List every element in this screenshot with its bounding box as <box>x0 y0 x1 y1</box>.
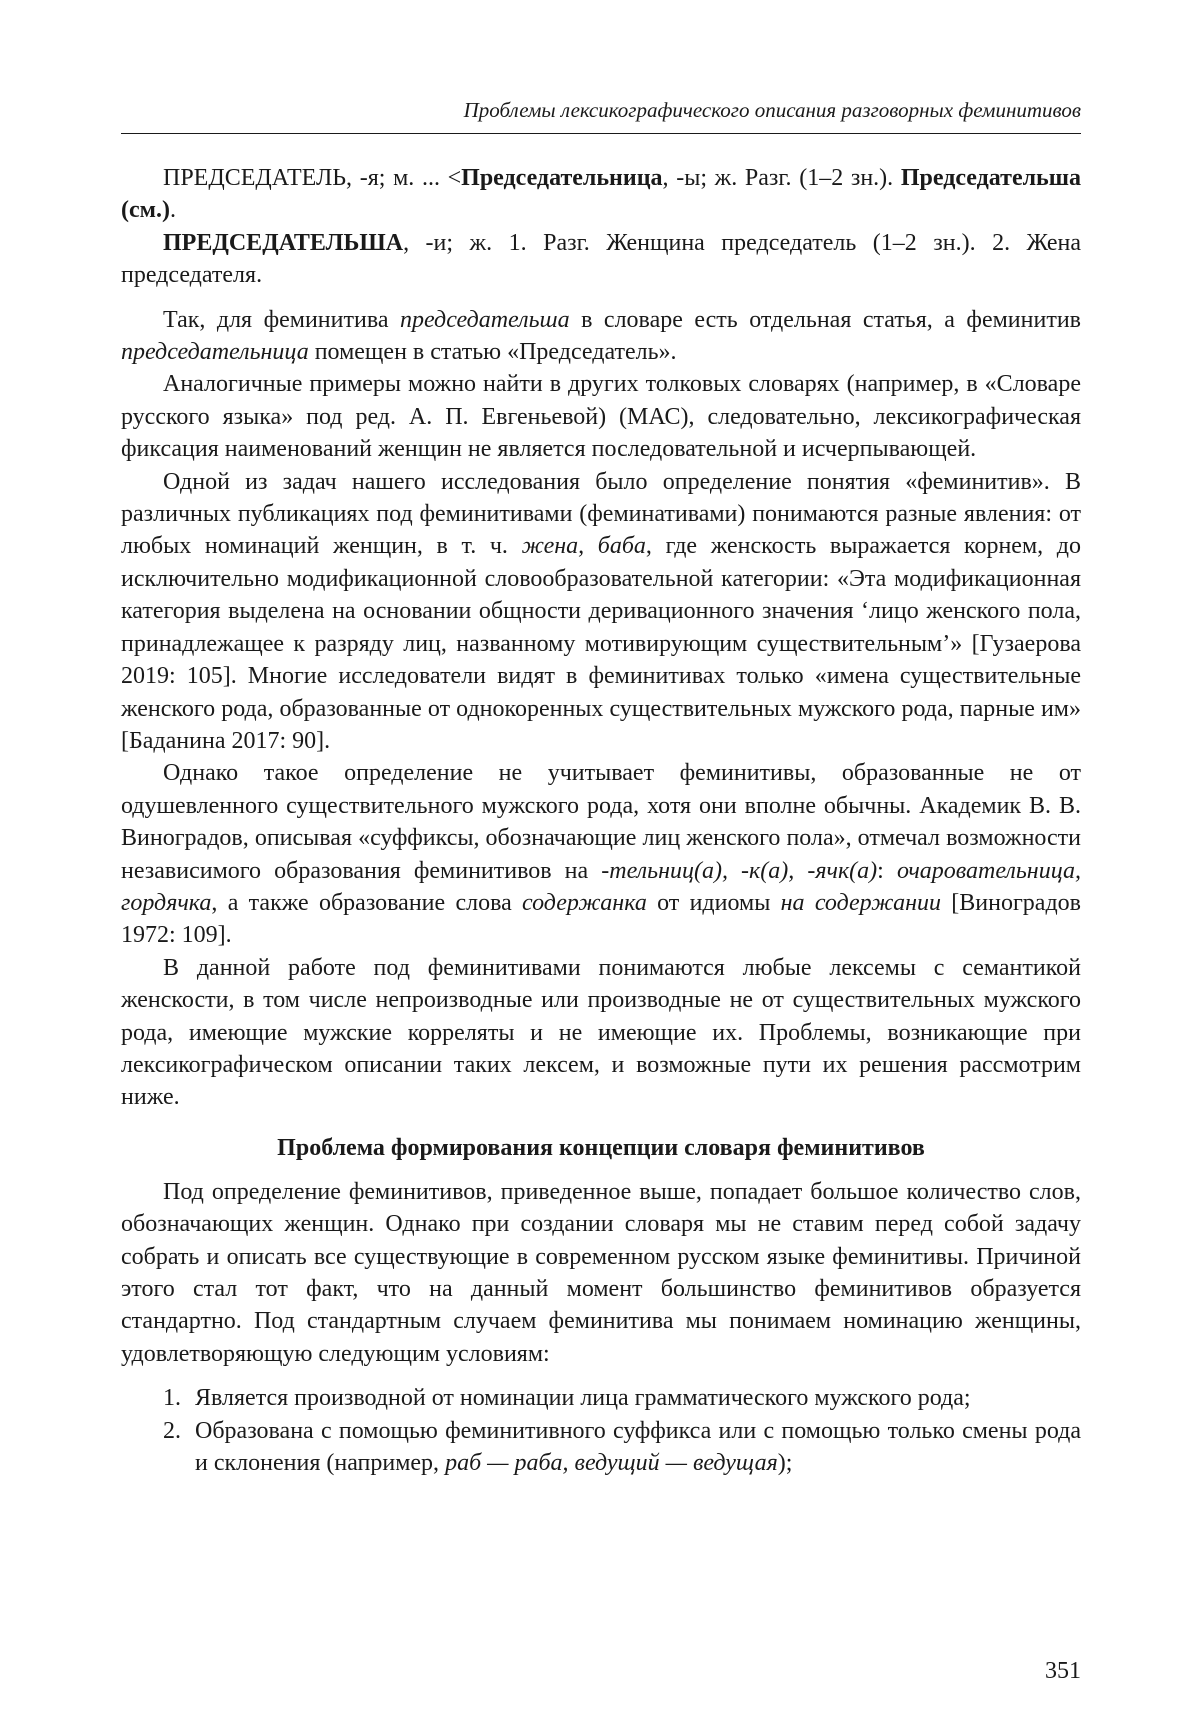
list-item: 2. Образована с помощью феминитивного суффикса или с помощью только смены рода и склонения (например, раб — раба, ведущий — ведущая); <box>121 1415 1081 1480</box>
numbered-list <box>121 1382 1081 1479</box>
dictionary-entries <box>121 162 1081 292</box>
entry-grammar: , -я; м. ... < <box>346 165 462 191</box>
section-heading: Проблема формирования концепции словаря феминитивов <box>277 1134 925 1161</box>
paragraph: В данной работе под феминитивами понимаются любые лексемы с семантикой женскости, в том числе непроизводные или производные не от существительных мужского рода, имеющие мужские корреляты и не имеющие их. Проблемы, возникающие при лексикографическом описании таких лексем, и возможные пути их решения рассмотрим ниже. <box>121 954 1081 1111</box>
entry-label: , -ы; ж. Разг. (1–2 зн.). <box>662 165 894 191</box>
entry-headword: ПРЕДСЕДАТЕЛЬ <box>163 165 347 191</box>
dictionary-entry <box>121 227 1081 292</box>
entry-variant: Председательница <box>461 165 663 191</box>
paragraph: Однако такое определение не учитывает феминитивы, образованные не от одушевленного существительного мужского рода, хотя они вполне обычны. Академик В. В. Виноградов, описывая «суффиксы, обозначающие лиц женского пола», отмечал возможности независимого образования феминитивов на -тельниц(а), -к(а), -ячк(а): очаровательница, гордячка, а также образование слова содержанка от идиомы на содержании [Виноградов 1972: 109]. <box>121 760 1082 949</box>
italic-term: раб — раба, ведущий — ведущая <box>445 1450 778 1477</box>
italic-term: очаровательница, гордячка <box>121 857 1082 916</box>
italic-term: -тельниц(а), -к(а), -ячк(а) <box>601 857 878 884</box>
italic-term: жена, баба <box>521 533 646 560</box>
list-number: 1. <box>163 1385 181 1412</box>
paragraph: Так, для феминитива председательша в словаре есть отдельная статья, а феминитив председательница помещен в статью «Председатель». <box>121 306 1082 366</box>
paragraph: Под определение феминитивов, приведенное выше, попадает большое количество слов, обозначающих женщин. Однако при создании словаря мы не ставим перед собой задачу собрать и описать все существующие в современном русском языке феминитивы. Причиной этого стал тот факт, что на данный момент большинство феминитивов образуется стандартно. Под стандартным случаем феминитива мы понимаем номинацию женщины, удовлетворяющую следующим условиям: <box>121 1178 1081 1367</box>
list-number: 2. <box>163 1417 181 1444</box>
list-item: 1. Является производной от номинации лица грамматического мужского рода; <box>121 1382 1081 1414</box>
body-text <box>121 162 1081 1479</box>
entry-crossref: Председательша (см.) <box>121 165 1082 224</box>
dictionary-entry: ПРЕДСЕДАТЕЛЬ, -я; м. ... <Председательница, -ы; ж. Разг. (1–2 зн.). Председательша (см.). <box>121 165 1082 224</box>
italic-term: председательша <box>400 306 570 333</box>
italic-term: содержанка <box>522 889 647 916</box>
paragraph: Аналогичные примеры можно найти в других толковых словарях (например, в «Словаре русского языка» под ред. А. П. Евгеньевой) (МАС), следовательно, лексикографическая фиксация наименований женщин не является последовательной и исчерпывающей. <box>121 371 1081 463</box>
running-head: Проблемы лексикографического описания разговорных феминитивов <box>463 98 1081 122</box>
italic-term: председательница <box>121 339 309 366</box>
paragraph: Одной из задач нашего исследования было определение понятия «феминитив». В различных публикациях под феминитивами (феминативами) понимаются разные явления: от любых номинаций женщин, в т. ч. жена, баба, где женскость выражается корнем, до исключительно модификационной словообразовательной категории: «Эта модификационная категория выделена на основании общности деривационного значения ‘лицо женского пола, принадлежащее к разряду лиц, названному мотивирующим существительным’» [Гузаерова 2019: 105]. Многие исследователи видят в феминитивах только «имена существительные женского рода, образованные от однокоренных существительных мужского рода, парные им» [Баданина 2017: 90]. <box>121 468 1081 754</box>
header-rule <box>121 133 1081 134</box>
entry-headword: ПРЕДСЕДАТЕЛЬША <box>163 229 404 256</box>
italic-term: на содержании <box>780 889 941 916</box>
entry-definition: , -и; ж. 1. Разг. Женщина председатель (1–2 зн.). 2. Жена председателя. <box>121 229 1081 289</box>
page-number: 351 <box>1045 1658 1081 1684</box>
